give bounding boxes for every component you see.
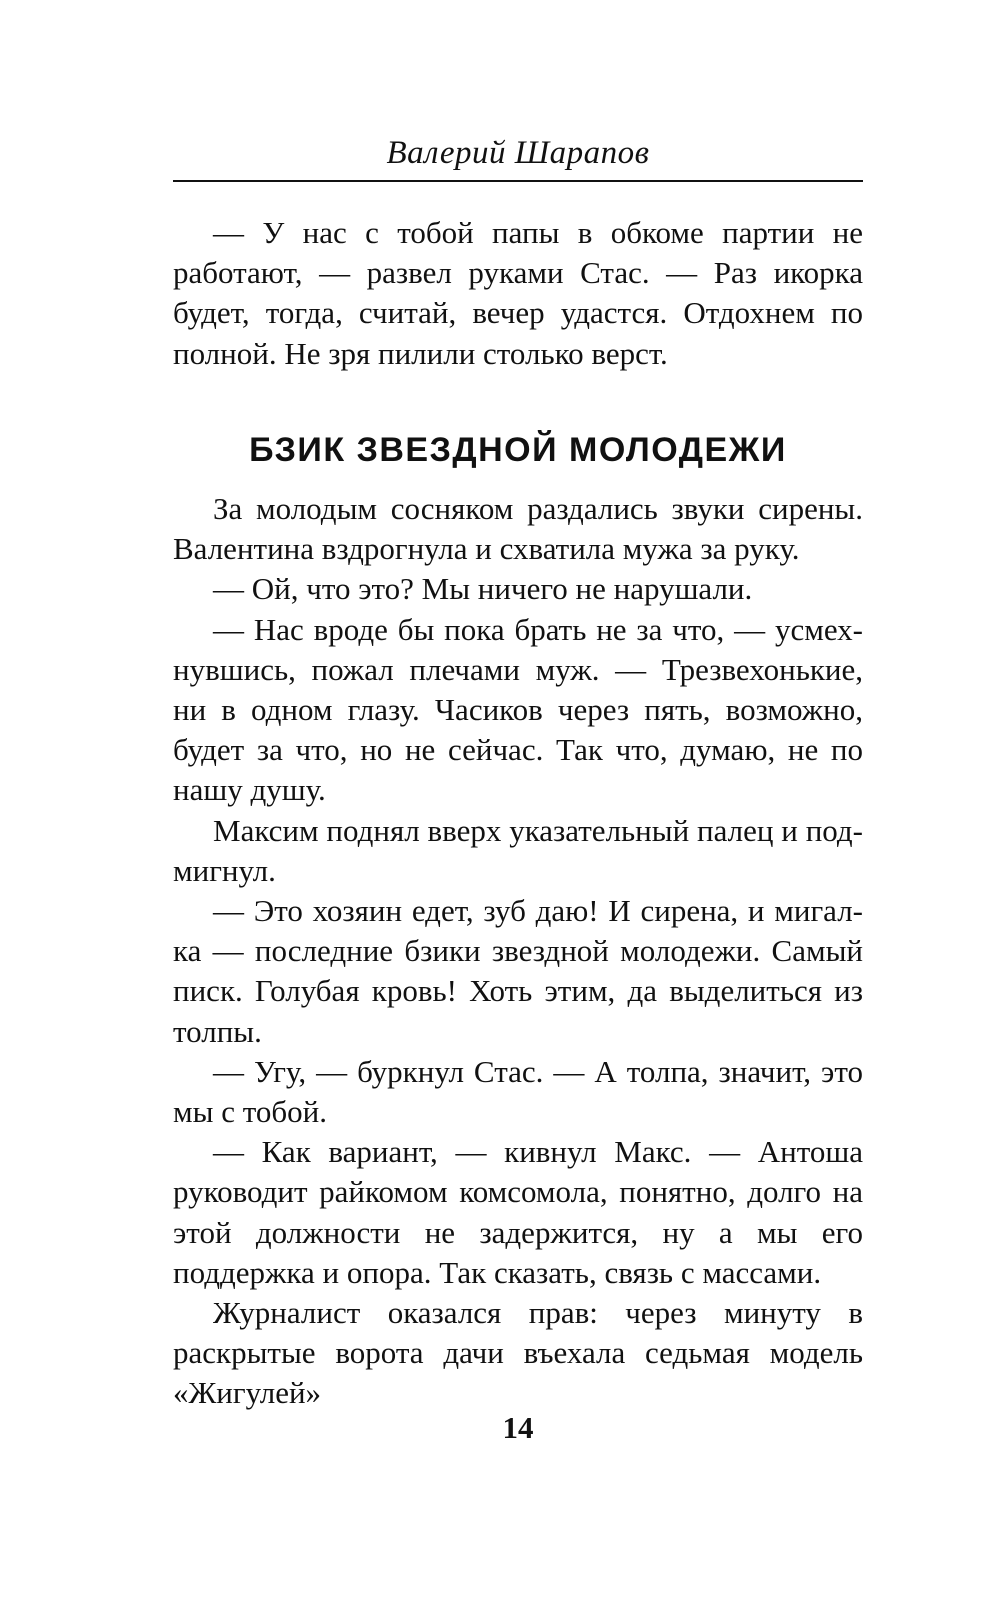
paragraph: Журналист оказался прав: через минуту в раскрытые ворота дачи въехала седьмая модель «Жигулей» (173, 1295, 863, 1411)
text-block-top (173, 213, 863, 374)
paragraph: Максим поднял вверх указательный палец и подмигнул. (173, 812, 863, 888)
paragraph: — Ой, что это? Мы ничего не нарушали. (213, 571, 753, 607)
chapter-title: БЗИК ЗВЕЗДНОЙ МОЛОДЕЖИ (249, 431, 787, 469)
paragraph: За молодым сосняком раздались звуки сирены. Валентина вздрогнула и схватила мужа за руку. (173, 491, 863, 567)
header-rule (173, 180, 863, 182)
page-number: 14 (502, 1410, 534, 1445)
text-block-main (173, 489, 863, 1414)
paragraph: — Угу, — буркнул Стас. — А толпа, значит, это мы с тобой. (173, 1053, 863, 1130)
paragraph: — Нас вроде бы пока брать не за что, — усмехнувшись, пожал плечами муж. — Трезвехонькие, ни в одном глазу. Часиков через пять, возможно, будет за что, но не сейчас. Так что, думаю, не по нашу душу. (173, 611, 863, 808)
paragraph: — Как вариант, — кивнул Макс. — Антоша руководит райкомом комсомола, понятно, долго на этой должности не задержится, ну а мы его поддержка и опора. Так сказать, связь с массами. (173, 1134, 863, 1290)
running-head-author: Валерий Шарапов (386, 135, 650, 171)
paragraph: — Это хозяин едет, зуб даю! И сирена, и мигалка — последние бзики звездной молодежи. Самый писк. Голубая кровь! Хоть этим, да выделиться из толпы. (173, 893, 863, 1049)
paragraph: — У нас с тобой папы в обкоме партии не работают, — развел руками Стас. — Раз икорка будет, тогда, считай, вечер удастся. Отдохнем по полной. Не зря пилили столько верст. (173, 215, 863, 371)
